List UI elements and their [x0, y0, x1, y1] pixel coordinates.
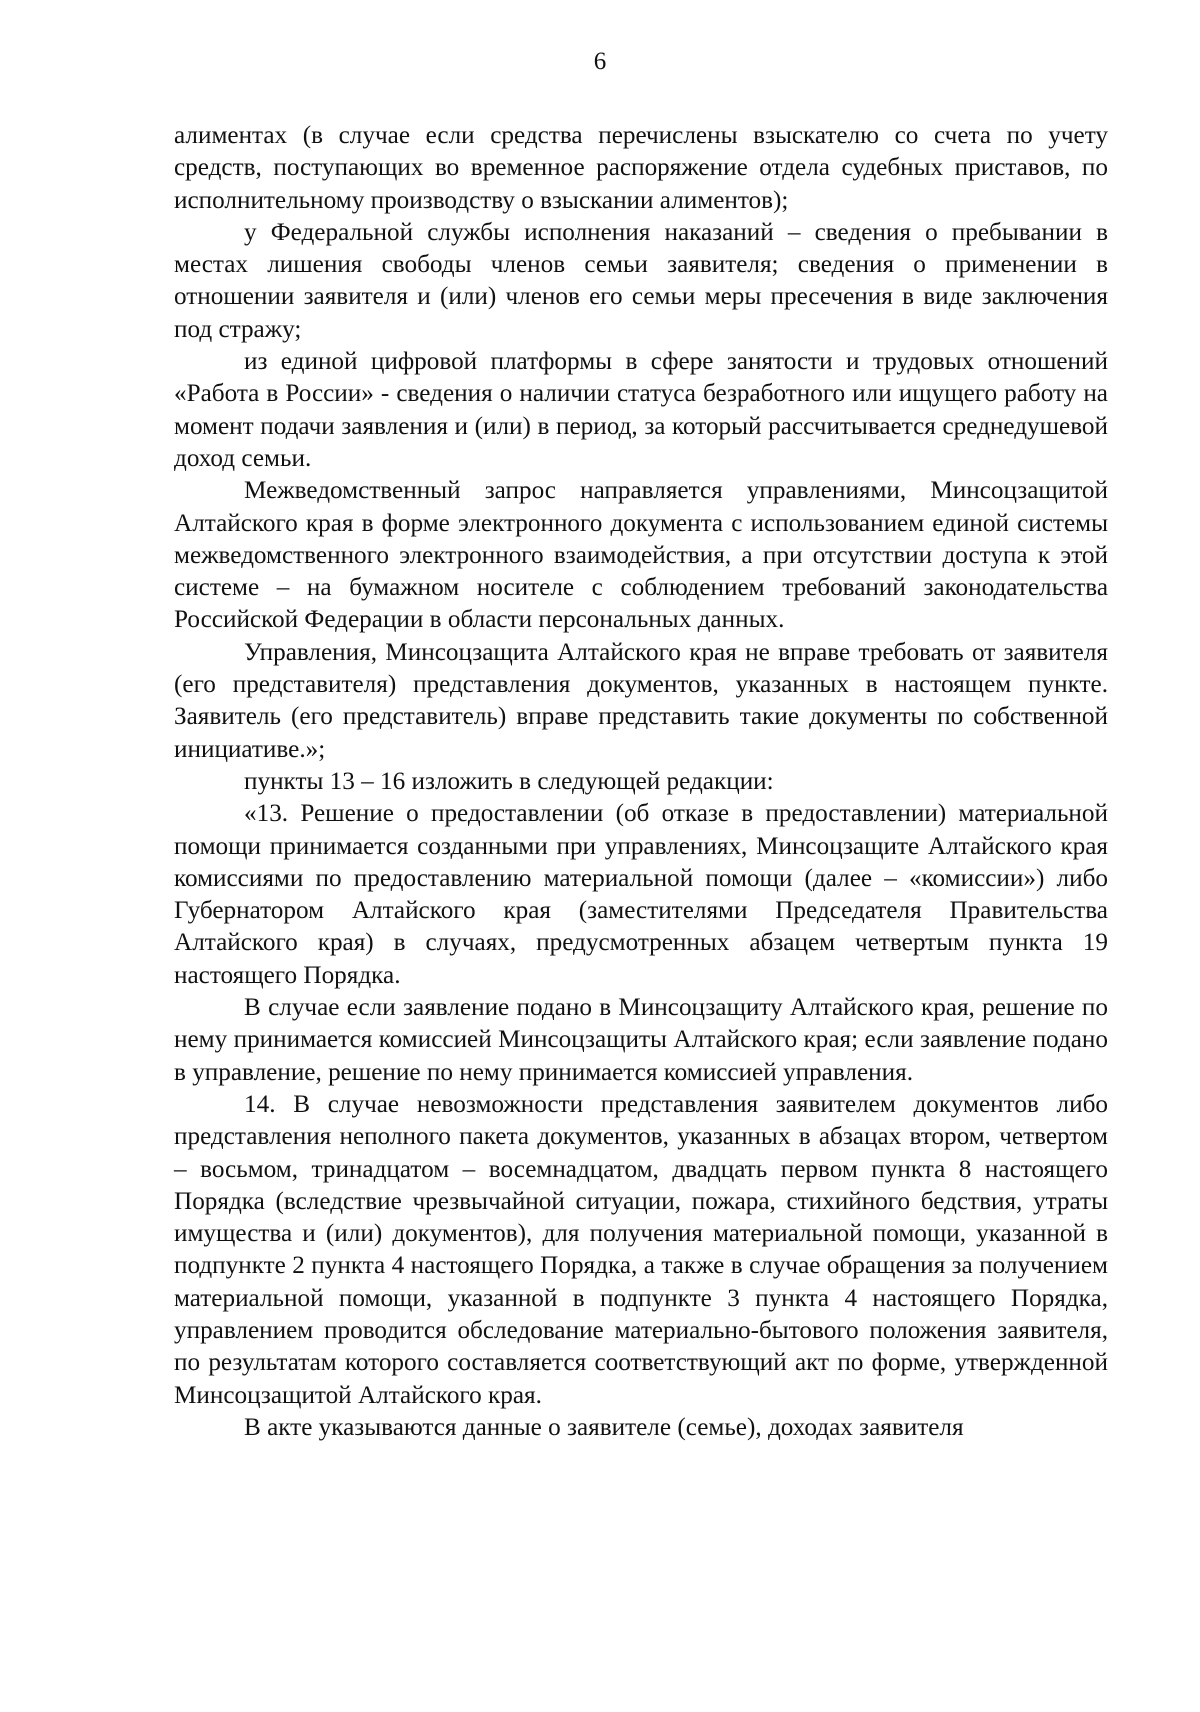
paragraph-interagency-request: Межведомственный запрос направляется управлениями, Минсоцзащитой Алтайского края в форме электронного документа с использованием единой системы межведомственного электронного взаимодействия, а при отсутствии доступа к этой системе – на бумажном носителе с соблюдением требований законодательства Российской Федерации в области персональных данных. [174, 477, 1108, 634]
paragraph-points-13-16: пункты 13 – 16 изложить в следующей редакции: [244, 767, 774, 795]
paragraph-fsin-info: у Федеральной службы исполнения наказаний – сведения о пребывании в местах лишения свободы членов семьи заявителя; сведения о применении в отношении заявителя и (или) членов его семьи меры пресечения в виде заключения под стражу; [174, 218, 1108, 343]
paragraph-employment-platform: из единой цифровой платформы в сфере занятости и трудовых отношений «Работа в России» - сведения о наличии статуса безработного или ищущего работу на момент подачи заявления и (или) в период, за который рассчитывается среднедушевой доход семьи. [174, 348, 1108, 472]
paragraph-alimony-continuation: алиментах (в случае если средства перечислены взыскателю со счета по учету средств, поступающих во временное распоряжение отдела судебных приставов, по исполнительному производству о взыскании алиментов); [174, 122, 1108, 214]
paragraph-item-13: «13. Решение о предоставлении (об отказе в предоставлении) материальной помощи принимается созданными при управлениях, Минсоцзащите Алтайского края комиссиями по предоставлению материальной помощи (далее – «комиссии») либо Губернатором Алтайского края (заместителями Председателя Правительства Алтайского края) в случаях, предусмотренных абзацем четвертым пункта 19 настоящего Порядка. [174, 800, 1108, 989]
paragraph-application-decision: В случае если заявление подано в Минсоцзащиту Алтайского края, решение по нему принимается комиссией Минсоцзащиты Алтайского края; если заявление подано в управление, решение по нему принимается комиссией управления. [174, 994, 1108, 1086]
page-number: 6 [593, 48, 607, 75]
paragraph-item-14: 14. В случае невозможности представления заявителем документов либо представления неполного пакета документов, указанных в абзацах втором, четвертом – восьмом, тринадцатом – восемнадцатом, двадцать первом пункта 8 настоящего Порядка (вследствие чрезвычайной ситуации, пожара, стихийного бедствия, утраты имущества и (или) документов), для получения материальной помощи, указанной в подпункте 2 пункта 4 настоящего Порядка, а также в случае обращения за получением материальной помощи, указанной в подпункте 3 пункта 4 настоящего Порядка, управлением проводится обследование материально-бытового положения заявителя, по результатам которого составляется соответствующий акт по форме, утвержденной Минсоцзащитой Алтайского края. [174, 1090, 1108, 1409]
paragraph-not-entitled-to-require: Управления, Минсоцзащита Алтайского края не вправе требовать от заявителя (его представителя) представления документов, указанных в настоящем пункте. Заявитель (его представитель) вправе представить такие документы по собственной инициативе.»; [174, 638, 1108, 763]
document-body [174, 120, 1108, 1444]
paragraph-act-data: В акте указываются данные о заявителе (семье), доходах заявителя [244, 1413, 964, 1441]
